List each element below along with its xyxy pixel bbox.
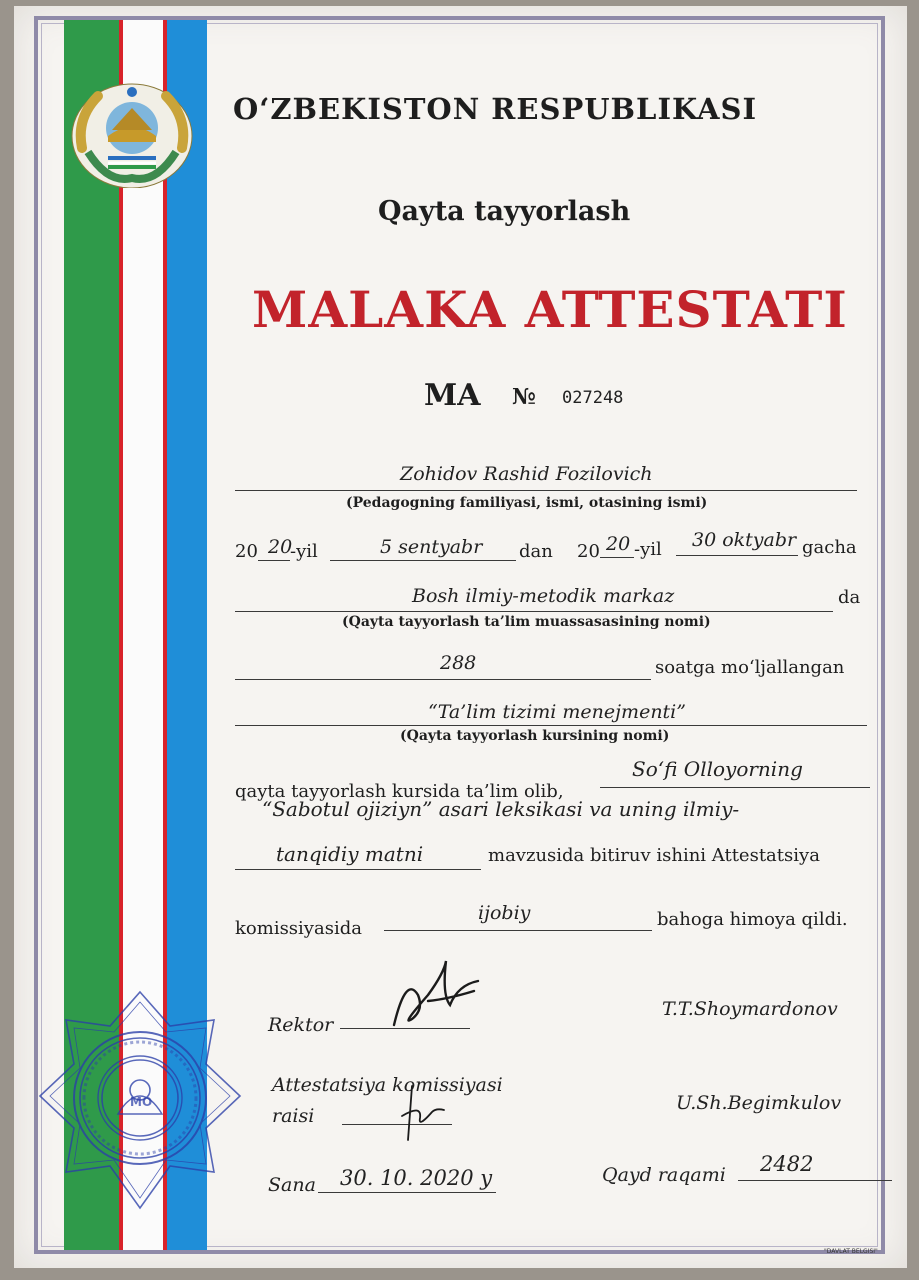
period-date-2: 30 oktyabr: [692, 529, 797, 551]
period-date-1: 5 sentyabr: [380, 536, 483, 558]
certificate-subtitle: Qayta tayyorlash: [378, 196, 631, 227]
institution-caption: (Qayta tayyorlash ta’lim muassasasining nomi): [342, 614, 711, 630]
chair-label-line-1: Attestatsiya komissiyasi: [272, 1074, 503, 1096]
period-prefix-2: 20: [577, 541, 600, 562]
institution-name: Bosh ilmiy-metodik markaz: [412, 585, 675, 607]
period-date-2-line: [676, 555, 798, 556]
registration-label: Qayd raqami: [602, 1164, 726, 1186]
series-code: MA: [424, 378, 481, 413]
rector-name: T.T.Shoymardonov: [662, 998, 838, 1020]
period-year-2-line: [600, 557, 634, 558]
date-value: 30. 10. 2020 y: [340, 1166, 493, 1190]
state-mark-label: "DAVLAT BELGISI": [824, 1248, 878, 1255]
svg-text:MO: MO: [130, 1095, 153, 1109]
official-seal-stamp: [34, 986, 246, 1216]
period-year-1-line: [258, 560, 290, 561]
holder-name: Zohidov Rashid Fozilovich: [400, 463, 653, 485]
date-line: [318, 1192, 496, 1193]
thesis-topic-line-3: tanqidiy matni: [276, 842, 424, 866]
institution-line: [235, 611, 833, 612]
state-emblem-icon: [68, 78, 196, 188]
certificate-number: 027248: [562, 388, 624, 408]
hours-value: 288: [440, 652, 477, 674]
thesis-topic-line-2: “Sabotul ojiziyn” asari leksikasi va uning ilmiy-: [262, 797, 740, 821]
chair-signature: [392, 1082, 452, 1144]
grade-suffix: bahoga himoya qildi.: [657, 909, 848, 930]
period-dan: dan: [519, 541, 553, 562]
hours-suffix: soatga mo‘ljallangan: [655, 657, 845, 678]
rector-signature: [388, 955, 483, 1035]
rector-label: Rektor: [268, 1014, 334, 1036]
course-name: “Ta’lim tizimi menejmenti”: [428, 701, 686, 723]
chair-name: U.Sh.Begimkulov: [676, 1092, 842, 1114]
period-year-2: 20: [606, 533, 631, 555]
period-yil-1: -yil: [290, 541, 318, 562]
thesis-lead: qayta tayyorlash kursida ta’lim olib,: [235, 781, 564, 802]
grade-line: [384, 930, 652, 931]
registration-value: 2482: [760, 1152, 814, 1176]
certificate-title: MALAKA ATTESTATI: [252, 280, 848, 339]
holder-name-caption: (Pedagogning familiyasi, ismi, otasining ismi): [346, 495, 708, 511]
grade-value: ijobiy: [478, 902, 531, 924]
thesis-topic-line-3-rule: [235, 869, 481, 870]
country-heading: O‘ZBEKISTON RESPUBLIKASI: [233, 92, 758, 126]
chair-label-line-2: raisi: [272, 1105, 315, 1127]
course-line: [235, 725, 867, 726]
period-date-1-line: [330, 560, 516, 561]
thesis-topic-line-1: So‘fi Olloyorning: [632, 757, 803, 781]
period-prefix-1: 20: [235, 541, 258, 562]
course-caption: (Qayta tayyorlash kursining nomi): [400, 728, 670, 744]
grade-lead: komissiyasida: [235, 918, 362, 939]
thesis-suffix: mavzusida bitiruv ishini Attestatsiya: [488, 845, 820, 866]
hours-line: [235, 679, 651, 680]
date-label: Sana: [268, 1174, 316, 1196]
number-sign: №: [512, 384, 536, 410]
registration-line: [738, 1180, 892, 1181]
period-gacha: gacha: [802, 537, 857, 558]
thesis-topic-line-1-rule: [600, 787, 870, 788]
period-year-1: 20: [268, 536, 293, 558]
holder-name-line: [235, 490, 857, 491]
period-yil-2: -yil: [634, 539, 662, 560]
institution-suffix: da: [838, 587, 861, 608]
